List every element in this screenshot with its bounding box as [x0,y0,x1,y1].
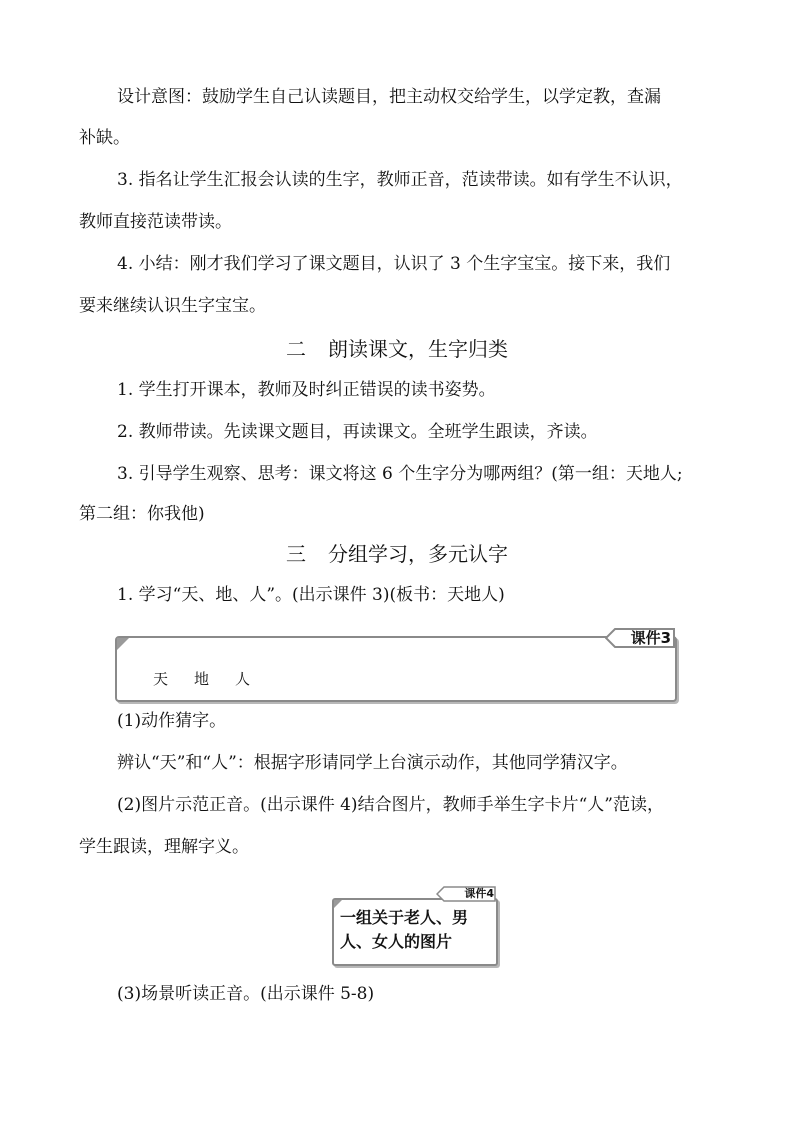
s2-item-3-line1: 3. 引导学生观察、思考：课文将这 6 个生字分为哪两组？(第一组：天地人; [117,464,683,484]
courseware-tag [605,628,675,648]
courseware-3-chars [153,668,276,689]
s3-sub3: (3)场景听读正音。(出示课件 5-8) [117,984,375,1004]
s3-sub1: (1)动作猜字。 [117,711,227,731]
paragraph-design-intent-line1: 设计意图：鼓励学生自己认读题目，把主动权交给学生，以学定教，查漏 [117,87,661,107]
summary-line1: 4. 小结：刚才我们学习了课文题目，认识了 3 个生字宝宝。接下来，我们 [117,254,671,274]
step3-line1: 3. 指名让学生汇报会认读的生字，教师正音，范读带读。如有学生不认识， [117,170,683,190]
corner-fold-icon [117,638,129,650]
step3-line2: 教师直接范读带读。 [79,212,232,232]
s3-intro: 1. 学习“天、地、人”。(出示课件 3)(板书：天地人) [117,585,505,605]
courseware-3-box [115,628,677,700]
char-ren: 人 [235,670,251,688]
section-heading-3 [0,542,794,566]
paragraph-design-intent-line2: 补缺。 [79,128,130,148]
s2-item-3-line2: 第二组：你我他) [79,504,205,524]
section-number: 二 [286,337,306,361]
section-title: 朗读课文，生字归类 [328,337,508,361]
section-heading-2 [0,337,794,361]
courseware-tag-label: 课件3 [630,629,671,647]
summary-line2: 要来继续认识生字宝宝。 [79,296,266,316]
courseware-tag-label: 课件4 [464,887,494,900]
s2-item-2: 2. 教师带读。先读课文题目，再读课文。全班学生跟读，齐读。 [117,422,598,442]
s3-sub1-desc: 辨认“天”和“人”：根据字形请同学上台演示动作，其他同学猜汉字。 [117,753,628,773]
s3-sub2-line2: 学生跟读，理解字义。 [79,837,249,857]
s2-item-1: 1. 学生打开课本，教师及时纠正错误的读书姿势。 [117,380,496,400]
courseware-tag [436,886,496,902]
char-di: 地 [194,670,210,688]
courseware-4-text: 一组关于老人、男人、女人的图片 [340,908,469,951]
courseware-4-box [332,886,500,966]
s3-sub2-line1: (2)图片示范正音。(出示课件 4)结合图片，教师手举生字卡片“人”范读， [117,795,664,815]
char-tian: 天 [153,670,169,688]
section-title: 分组学习，多元认字 [328,542,508,566]
section-number: 三 [286,542,306,566]
